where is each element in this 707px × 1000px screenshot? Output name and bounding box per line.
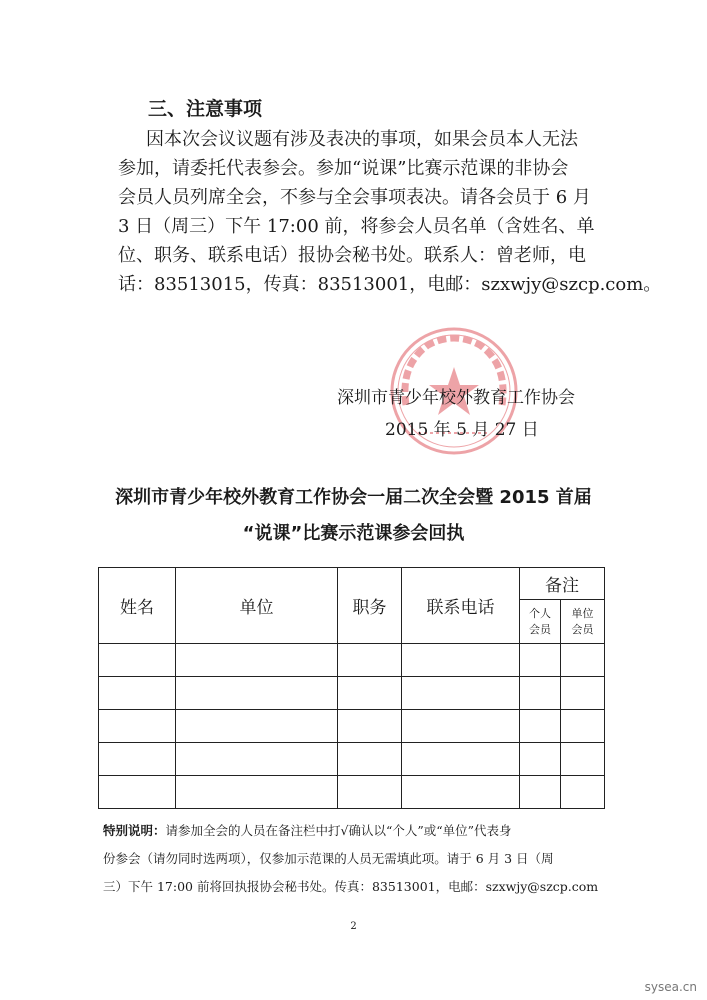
cell-unit-member[interactable] (561, 710, 605, 743)
form-title-line: 深圳市青少年校外教育工作协会一届二次全会暨 2015 首届 (115, 487, 592, 508)
cell-name[interactable] (99, 743, 176, 776)
cell-phone[interactable] (402, 644, 520, 677)
cell-unit-member[interactable] (561, 776, 605, 809)
paragraph-line: 因本次会议议题有涉及表决的事项，如果会员本人无法 (146, 129, 578, 150)
note-line: 份参会（请勿同时选两项），仅参加示范课的人员无需填此项。请于 6 月 3 日（周 (103, 851, 554, 866)
cell-phone[interactable] (402, 710, 520, 743)
cell-position[interactable] (338, 776, 402, 809)
cell-unit-member[interactable] (561, 644, 605, 677)
header-individual-line: 个人 (529, 606, 551, 620)
note-line: 请参加全会的人员在备注栏中打√确认以“个人”或“单位”代表身 (165, 823, 512, 838)
paragraph-line: 位、职务、联系电话）报协会秘书处。联系人：曾老师，电 (118, 245, 586, 266)
cell-phone[interactable] (402, 677, 520, 710)
cell-position[interactable] (338, 710, 402, 743)
cell-unit[interactable] (176, 776, 338, 809)
cell-unit[interactable] (176, 677, 338, 710)
signature-date: 2015 年 5 月 27 日 (385, 420, 539, 440)
header-phone: 联系电话 (402, 568, 520, 644)
signature-org: 深圳市青少年校外教育工作协会 (337, 388, 575, 408)
cell-individual[interactable] (520, 644, 561, 677)
cell-position[interactable] (338, 743, 402, 776)
cell-individual[interactable] (520, 743, 561, 776)
header-unit-member-line: 会员 (571, 622, 594, 636)
header-unit-member-line: 单位 (571, 606, 594, 620)
cell-name[interactable] (99, 776, 176, 809)
paragraph-line: 会员人员列席全会，不参与全会事项表决。请各会员于 6 月 (118, 187, 591, 208)
note-line: 三）下午 17:00 前将回执报协会秘书处。传真：83513001，电邮：szxwjy@szcp.com (103, 879, 599, 894)
header-position: 职务 (338, 568, 402, 644)
cell-unit[interactable] (176, 710, 338, 743)
header-name: 姓名 (99, 568, 176, 644)
section-heading: 三、注意事项 (148, 98, 263, 120)
special-note (103, 817, 608, 901)
header-individual-member (520, 600, 561, 644)
table-row (99, 644, 605, 677)
watermark: sysea.cn (644, 980, 697, 994)
header-individual-line: 会员 (529, 622, 551, 636)
cell-phone[interactable] (402, 776, 520, 809)
cell-phone[interactable] (402, 743, 520, 776)
table-row (99, 710, 605, 743)
cell-position[interactable] (338, 644, 402, 677)
cell-unit[interactable] (176, 743, 338, 776)
cell-name[interactable] (99, 677, 176, 710)
notice-paragraph (118, 125, 662, 299)
cell-name[interactable] (99, 710, 176, 743)
form-title (0, 480, 707, 552)
cell-unit-member[interactable] (561, 677, 605, 710)
cell-position[interactable] (338, 677, 402, 710)
paragraph-line: 话：83513015，传真：83513001，电邮：szxwjy@szcp.com。 (118, 274, 662, 295)
header-unit: 单位 (176, 568, 338, 644)
paragraph-line: 参加，请委托代表参会。参加“说课”比赛示范课的非协会 (118, 158, 569, 179)
cell-individual[interactable] (520, 710, 561, 743)
header-remark: 备注 (520, 568, 605, 600)
table-row (99, 776, 605, 809)
cell-name[interactable] (99, 644, 176, 677)
cell-individual[interactable] (520, 776, 561, 809)
paragraph-line: 3 日（周三）下午 17:00 前，将参会人员名单（含姓名、单 (118, 216, 595, 237)
table-row (99, 743, 605, 776)
header-unit-member (561, 600, 605, 644)
cell-individual[interactable] (520, 677, 561, 710)
note-label: 特别说明： (103, 823, 166, 838)
page-number: 2 (350, 921, 357, 932)
reply-form-table (98, 567, 605, 809)
cell-unit[interactable] (176, 644, 338, 677)
form-title-line: “说课”比赛示范课参会回执 (242, 523, 465, 544)
table-row (99, 677, 605, 710)
cell-unit-member[interactable] (561, 743, 605, 776)
